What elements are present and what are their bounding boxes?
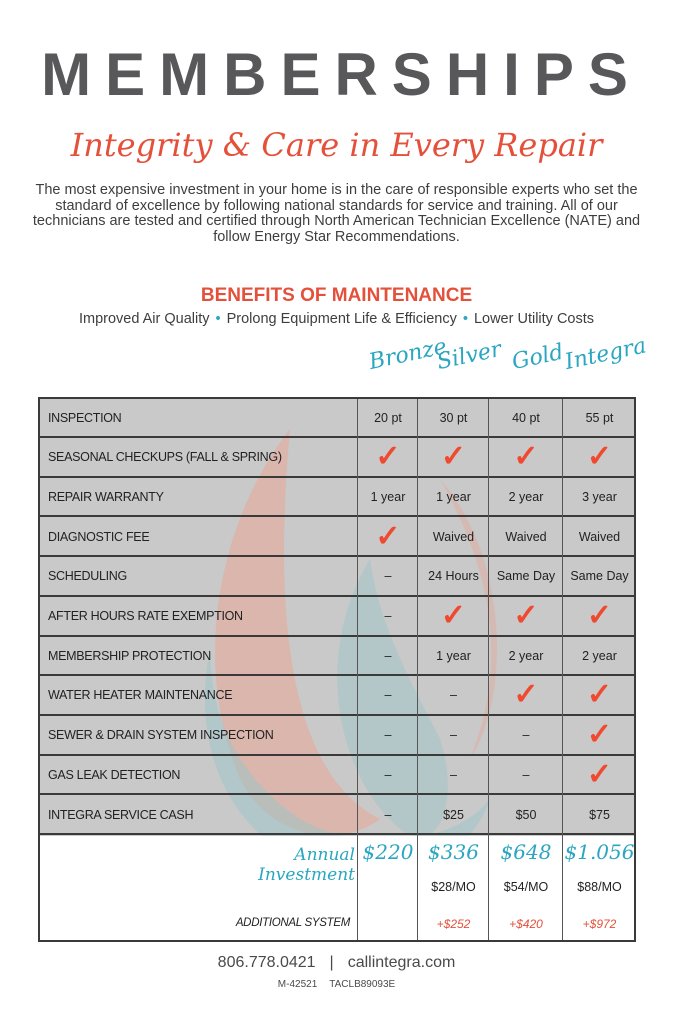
cell-gold: 2 year [508,648,544,663]
row-label: GAS LEAK DETECTION [48,767,181,782]
row-label: REPAIR WARRANTY [48,489,164,504]
row-label: SCHEDULING [48,569,127,584]
monthly-price-integra: $88/MO [577,880,622,894]
table-row [40,637,634,676]
footer-contact [0,954,673,972]
license-number: M-42521 [277,979,318,990]
check-icon: ✓ [586,718,613,752]
separator: | [329,954,334,971]
cell-bronze: 1 year [370,489,406,504]
intro-paragraph: The most expensive investment in your home is in the care of responsible experts who set the standard of excellence by following national standards for service and training. All of our technicians are tested and certified through North American Technician Excellence (NATE) and follow Energy Star Recommendations. [32,182,641,245]
check-icon: ✓ [586,599,613,632]
row-label: MEMBERSHIP PROTECTION [48,648,211,663]
cell-gold: – [522,728,530,743]
cell-bronze: – [384,648,392,663]
cell-gold: Waived [505,529,547,544]
check-icon: ✓ [440,599,467,632]
table-row [40,756,634,795]
row-label: INSPECTION [48,410,122,425]
tagline: Integrity & Care in Every Repair [70,126,603,164]
check-icon-gold [489,598,563,635]
cell-bronze: 20 pt [374,410,402,425]
table-row [40,439,634,478]
table-row [40,717,634,756]
cell-bronze: – [384,569,392,584]
check-icon-integra [563,756,636,793]
bullet-icon: • [462,311,468,327]
check-icon: ✓ [586,757,613,791]
cell-bronze: – [384,609,392,623]
row-label: SEWER & DRAIN SYSTEM INSPECTION [48,728,274,743]
phone-number[interactable]: 806.778.0421 [217,954,316,971]
row-label: SEASONAL CHECKUPS (FALL & SPRING) [48,450,282,465]
page-title: MEMBERSHIPS [41,41,642,108]
additional-system-label: ADDITIONAL SYSTEM [235,917,350,929]
tier-header-integra: Integra [562,333,649,375]
tier-header-bronze: Bronze [366,334,449,375]
cell-bronze: – [384,807,392,822]
cell-integra: $75 [589,807,610,822]
additional-price-gold: +$420 [509,917,543,931]
benefit-item: Improved Air Quality [78,311,210,327]
row-label: INTEGRA SERVICE CASH [48,807,194,822]
cell-silver: $25 [443,807,464,822]
cell-gold: – [522,767,530,782]
check-icon: ✓ [375,519,401,553]
additional-price-integra: +$972 [582,917,617,931]
check-icon: ✓ [440,440,467,474]
check-icon: ✓ [513,678,539,712]
cell-bronze: – [384,767,392,782]
table-row [40,598,634,637]
website-link[interactable]: callintegra.com [347,954,456,971]
check-icon-bronze [358,439,418,476]
table-row [40,558,634,597]
table-row [40,677,634,716]
annual-price-integra: $1.056 [564,840,635,864]
cell-silver: – [450,767,457,782]
table-row [40,399,634,438]
row-label: AFTER HOURS RATE EXEMPTION [48,609,243,623]
annual-investment-label: Annual Investment [258,845,355,885]
cell-integra: Waived [578,529,621,544]
check-icon-silver [418,598,489,635]
additional-price-silver: +$252 [436,917,471,931]
cell-gold: 40 pt [512,410,540,425]
row-label: WATER HEATER MAINTENANCE [48,688,233,703]
cell-silver: 24 Hours [428,569,479,584]
benefits-title: BENEFITS OF MAINTENANCE [200,285,473,306]
tier-header-silver: Silver [434,337,504,375]
check-icon-gold [489,677,563,714]
cell-integra: 3 year [582,489,617,504]
license-number: TACLB89093E [329,979,396,990]
check-icon: ✓ [513,440,539,474]
benefit-item: Prolong Equipment Life & Efficiency [226,311,457,327]
footer-license [0,979,673,990]
membership-comparison-table [38,397,636,942]
monthly-price-silver: $28/MO [431,880,476,894]
cell-silver: – [450,688,457,703]
table-row [40,796,634,835]
table-row [40,478,634,517]
table-row [40,518,634,557]
benefit-item: Lower Utility Costs [473,311,595,327]
cell-integra: Same Day [570,569,629,584]
check-icon-integra [563,717,636,754]
check-icon: ✓ [375,440,401,474]
cell-silver: 1 year [436,648,471,663]
cell-silver: 1 year [436,489,471,504]
annual-price-silver: $336 [428,840,479,864]
benefits-list [0,311,673,327]
row-label: DIAGNOSTIC FEE [48,529,150,544]
check-icon-integra [563,439,636,476]
cell-bronze: – [384,728,392,743]
cell-silver: 30 pt [439,410,468,425]
monthly-price-gold: $54/MO [503,880,549,894]
cell-silver: – [450,728,457,743]
cell-gold: 2 year [508,489,544,504]
check-icon-bronze [358,518,418,555]
cell-integra: 2 year [582,648,617,663]
check-icon-gold [489,439,563,476]
check-icon: ✓ [513,599,539,632]
bullet-icon: • [215,311,221,327]
check-icon: ✓ [586,678,613,712]
annual-price-bronze: $220 [362,840,414,864]
cell-integra: 55 pt [585,410,614,425]
check-icon-integra [563,677,636,714]
cell-silver: Waived [432,529,475,544]
cell-bronze: – [384,688,392,703]
cell-gold: Same Day [496,569,556,584]
annual-price-gold: $648 [500,840,552,864]
check-icon-silver [418,439,489,476]
check-icon: ✓ [586,440,613,474]
tier-header-gold: Gold [509,339,566,375]
cell-gold: $50 [515,807,537,822]
check-icon-integra [563,598,636,635]
